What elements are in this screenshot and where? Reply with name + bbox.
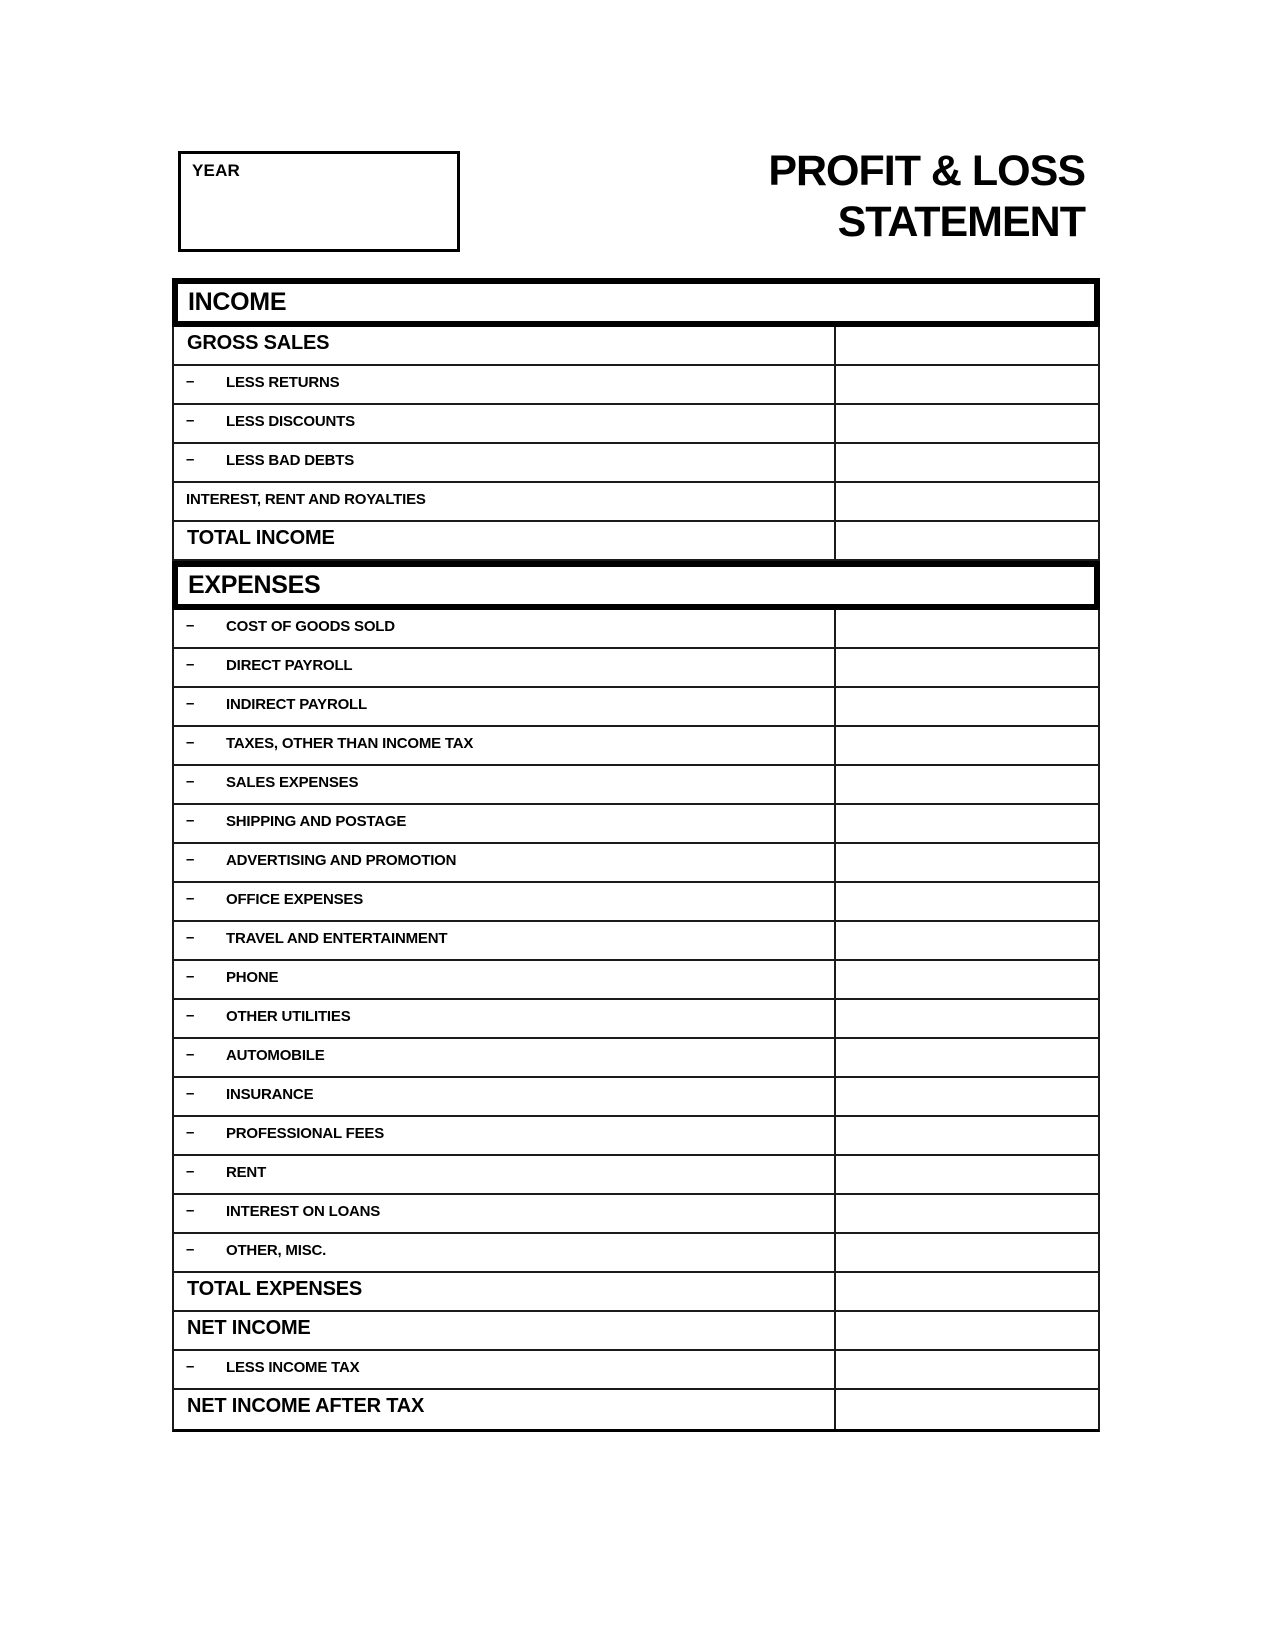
row-label [174,649,834,686]
row-label-text: LESS INCOME TAX [226,1359,360,1376]
value-cell-office-expenses[interactable] [834,883,1098,920]
table-row-other-utilities [172,1000,1100,1039]
row-label-text: INTEREST ON LOANS [226,1203,381,1220]
table-row-cost-of-goods-sold [172,610,1100,649]
row-label [174,766,834,803]
table-row-shipping-and-postage [172,805,1100,844]
table-row-taxes-other-than-income-tax [172,727,1100,766]
table-row-net-income-after-tax [172,1390,1100,1432]
row-label-text: SHIPPING AND POSTAGE [226,813,407,830]
table-row-less-bad-debts [172,444,1100,483]
row-label-text: OTHER, MISC. [226,1242,327,1259]
minus-dash-icon: – [186,617,195,634]
table-row-indirect-payroll [172,688,1100,727]
table-row-professional-fees [172,1117,1100,1156]
row-label-text: INTEREST, RENT AND ROYALTIES [186,491,426,508]
row-label [174,1000,834,1037]
table-row-less-income-tax [172,1351,1100,1390]
row-label [174,522,834,559]
value-cell-rent[interactable] [834,1156,1098,1193]
row-label-text: NET INCOME [187,1317,311,1339]
table-row-phone [172,961,1100,1000]
minus-dash-icon: – [186,1358,195,1375]
table-row-total-income [172,522,1100,561]
year-label: YEAR [192,161,241,180]
row-label-text: TRAVEL AND ENTERTAINMENT [226,930,448,947]
section-header-income [172,278,1100,327]
table-row-other-misc [172,1234,1100,1273]
row-label-text: TOTAL EXPENSES [187,1278,363,1300]
value-cell-net-income[interactable] [834,1312,1098,1349]
row-label [174,444,834,481]
pl-table [172,278,1100,1432]
table-row-less-discounts [172,405,1100,444]
minus-dash-icon: – [186,1163,195,1180]
row-label-text: LESS RETURNS [226,374,340,391]
row-label [174,1156,834,1193]
value-cell-interest-on-loans[interactable] [834,1195,1098,1232]
minus-dash-icon: – [186,1007,195,1024]
row-label-text: GROSS SALES [187,332,330,354]
value-cell-travel-and-entertainment[interactable] [834,922,1098,959]
row-label [174,405,834,442]
table-row-sales-expenses [172,766,1100,805]
section-header-label: INCOME [188,288,287,316]
table-row-advertising-and-promotion [172,844,1100,883]
value-cell-total-expenses[interactable] [834,1273,1098,1310]
table-row-gross-sales [172,327,1100,366]
table-row-interest-on-loans [172,1195,1100,1234]
minus-dash-icon: – [186,890,195,907]
value-cell-phone[interactable] [834,961,1098,998]
minus-dash-icon: – [186,1046,195,1063]
minus-dash-icon: – [186,1241,195,1258]
minus-dash-icon: – [186,1202,195,1219]
value-cell-advertising-and-promotion[interactable] [834,844,1098,881]
value-cell-gross-sales[interactable] [834,327,1098,364]
value-cell-less-income-tax[interactable] [834,1351,1098,1388]
row-label-text: TAXES, OTHER THAN INCOME TAX [226,735,474,752]
minus-dash-icon: – [186,1085,195,1102]
row-label [174,1039,834,1076]
row-label [174,805,834,842]
value-cell-net-income-after-tax[interactable] [834,1390,1098,1429]
page-title-line1: PROFIT & LOSS [768,147,1085,195]
row-label-text: OTHER UTILITIES [226,1008,351,1025]
row-label [174,688,834,725]
minus-dash-icon: – [186,695,195,712]
table-row-direct-payroll [172,649,1100,688]
page-title-line2: STATEMENT [837,198,1085,246]
row-label [174,1351,834,1388]
minus-dash-icon: – [186,773,195,790]
section-header-expenses [172,561,1100,610]
row-label [174,366,834,403]
minus-dash-icon: – [186,929,195,946]
value-cell-cost-of-goods-sold[interactable] [834,610,1098,647]
row-label-text: AUTOMOBILE [226,1047,325,1064]
row-label-text: ADVERTISING AND PROMOTION [226,852,457,869]
row-label [174,1117,834,1154]
minus-dash-icon: – [186,412,195,429]
value-cell-direct-payroll[interactable] [834,649,1098,686]
row-label-text: TOTAL INCOME [187,527,335,549]
row-label [174,1390,834,1429]
row-label-text: OFFICE EXPENSES [226,891,364,908]
row-label-text: COST OF GOODS SOLD [226,618,395,635]
value-cell-total-income[interactable] [834,522,1098,559]
table-row-total-expenses [172,1273,1100,1312]
row-label [174,883,834,920]
table-row-less-returns [172,366,1100,405]
value-cell-interest-rent-and-royalties[interactable] [834,483,1098,520]
minus-dash-icon: – [186,968,195,985]
minus-dash-icon: – [186,373,195,390]
value-cell-less-returns[interactable] [834,366,1098,403]
table-row-automobile [172,1039,1100,1078]
row-label-text: INSURANCE [226,1086,314,1103]
table-row-net-income [172,1312,1100,1351]
table-row-travel-and-entertainment [172,922,1100,961]
row-label-text: SALES EXPENSES [226,774,359,791]
row-label [174,483,834,520]
table-row-insurance [172,1078,1100,1117]
row-label-text: INDIRECT PAYROLL [226,696,367,713]
value-cell-less-discounts[interactable] [834,405,1098,442]
row-label [174,922,834,959]
row-label [174,1312,834,1349]
year-input-area[interactable] [184,186,454,246]
value-cell-indirect-payroll[interactable] [834,688,1098,725]
year-box [178,151,460,252]
value-cell-professional-fees[interactable] [834,1117,1098,1154]
row-label-text: NET INCOME AFTER TAX [187,1395,425,1417]
value-cell-automobile[interactable] [834,1039,1098,1076]
table-row-interest-rent-and-royalties [172,483,1100,522]
table-row-rent [172,1156,1100,1195]
row-label [174,610,834,647]
row-label-text: RENT [226,1164,267,1181]
row-label-text: LESS DISCOUNTS [226,413,355,430]
minus-dash-icon: – [186,1124,195,1141]
value-cell-taxes-other-than-income-tax[interactable] [834,727,1098,764]
value-cell-sales-expenses[interactable] [834,766,1098,803]
page-title [768,146,1085,248]
value-cell-other-utilities[interactable] [834,1000,1098,1037]
row-label [174,727,834,764]
row-label [174,1273,834,1310]
value-cell-other-misc[interactable] [834,1234,1098,1271]
row-label-text: PHONE [226,969,279,986]
value-cell-less-bad-debts[interactable] [834,444,1098,481]
row-label [174,327,834,364]
minus-dash-icon: – [186,734,195,751]
minus-dash-icon: – [186,812,195,829]
row-label [174,961,834,998]
value-cell-insurance[interactable] [834,1078,1098,1115]
minus-dash-icon: – [186,451,195,468]
row-label [174,1234,834,1271]
row-label-text: DIRECT PAYROLL [226,657,353,674]
row-label-text: PROFESSIONAL FEES [226,1125,385,1142]
value-cell-shipping-and-postage[interactable] [834,805,1098,842]
table-row-office-expenses [172,883,1100,922]
row-label [174,1195,834,1232]
section-header-label: EXPENSES [188,571,321,599]
row-label [174,844,834,881]
minus-dash-icon: – [186,851,195,868]
row-label [174,1078,834,1115]
row-label-text: LESS BAD DEBTS [226,452,355,469]
minus-dash-icon: – [186,656,195,673]
